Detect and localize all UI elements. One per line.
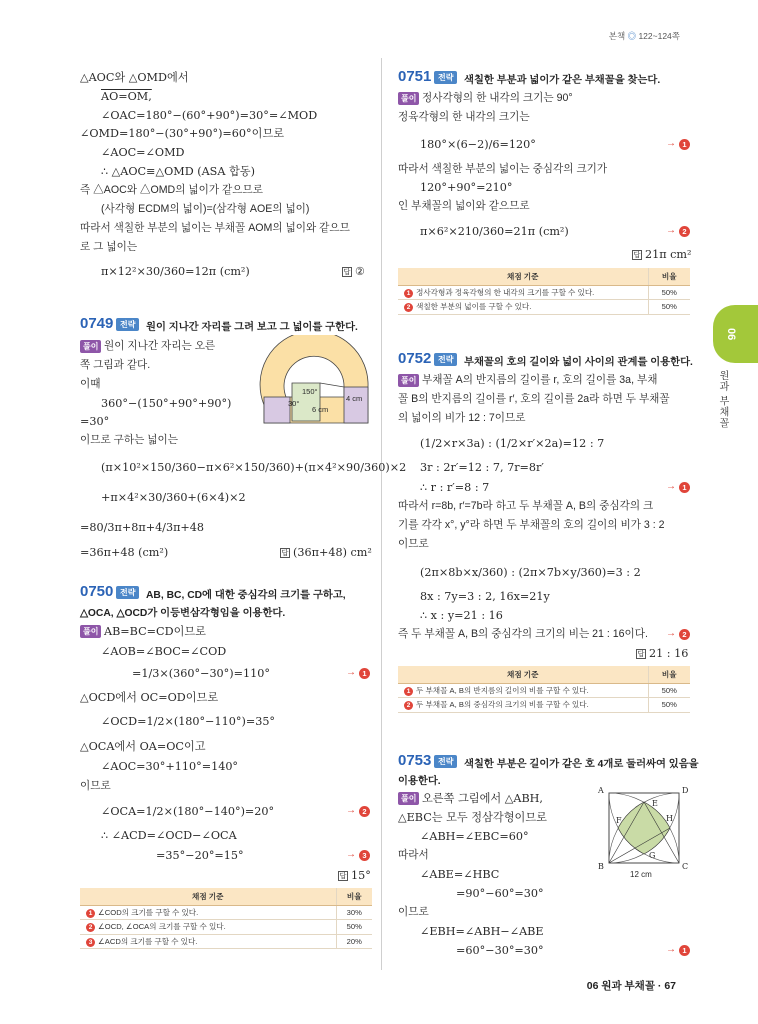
- strategy-tag: 전략: [116, 318, 139, 331]
- problem-number-0751: 0751: [398, 68, 432, 85]
- p750-line: ∠AOC=30°+110°=140°: [101, 760, 239, 773]
- fig-label-g: G: [649, 851, 656, 860]
- p748-line: 로 그 넓이는: [80, 241, 138, 253]
- row-mark: 3: [86, 938, 95, 947]
- p751-line: 120°+90°=210°: [420, 181, 513, 194]
- row-text: 색칠한 부분의 넓이를 구할 수 있다.: [416, 302, 532, 312]
- arrow-icon: →: [666, 944, 676, 955]
- strategy-text: 색칠한 부분과 넓이가 같은 부채꼴을 찾는다.: [464, 75, 661, 86]
- footer-chapter: 06 원과 부채꼴: [586, 980, 655, 992]
- book-icon: ◎: [627, 31, 637, 41]
- table-row: [398, 683, 690, 698]
- p753-line: 이므로: [398, 906, 429, 918]
- p750-line: ∠AOB=∠BOC=∠COD: [101, 645, 227, 658]
- arrow-icon: →: [346, 667, 356, 678]
- table-header: 비율: [648, 268, 690, 285]
- strategy-text: AB, BC, CD에 대한 중심각의 크기를 구하고,: [146, 590, 346, 601]
- fig-label-length: 12 cm: [630, 870, 652, 879]
- p753-line: =90°−60°=30°: [456, 887, 544, 900]
- p751-line: 정육각형의 한 내각의 크기는: [398, 111, 530, 123]
- strategy-text: 색칠한 부분은 길이가 같은 호 4개로 둘러싸여 있음을: [464, 759, 699, 770]
- mark-2: 2: [359, 806, 370, 817]
- fig-label-b: B: [598, 862, 604, 871]
- table-row: [398, 300, 690, 315]
- p748-line: ∠OMD=180°−(30°+90°)=60°이므로: [80, 127, 285, 140]
- table-header: 비율: [336, 888, 372, 905]
- p748-answer: [342, 265, 365, 278]
- p748-answer-value: ②: [355, 265, 366, 278]
- answer-box-icon: 답: [343, 269, 351, 276]
- solution-tag: 풀이: [398, 92, 419, 105]
- p749-line: =80/3π+8π+4/3π+48: [80, 521, 205, 534]
- chapter-tab-number: 06: [725, 327, 737, 341]
- p751-line: 정사각형의 한 내각의 크기는 90°: [422, 92, 573, 104]
- p753-figure: [604, 788, 684, 868]
- arrow-icon: →: [666, 628, 676, 639]
- table-header: 채점 기준: [398, 666, 648, 683]
- p751-line: 따라서 색칠한 부분의 넓이는 중심각의 크기가: [398, 163, 608, 175]
- row-text: ∠COD의 크기를 구할 수 있다.: [98, 907, 199, 917]
- row-mark: 1: [404, 289, 413, 298]
- arrow-icon: →: [346, 849, 356, 860]
- p751-line: 180°×(6−2)/6=120°: [420, 138, 536, 151]
- p752-answer-value: 21 : 16: [649, 647, 689, 660]
- p752-line: 즉 두 부채꼴 A, B의 중심각의 크기의 비는 21 : 16이다.: [398, 628, 648, 640]
- p751-answer-value: 21π cm²: [645, 248, 692, 261]
- ref-label: 본책: [608, 31, 626, 41]
- p750-line: AB=BC=CD이므로: [104, 625, 206, 638]
- p752-line: 기를 각각 x°, y°라 하면 두 부채꼴의 호의 길이의 비가 3 : 2: [398, 519, 665, 531]
- p751-grading-table: [398, 268, 690, 315]
- table-header: 비율: [648, 666, 690, 683]
- answer-box-icon: 답: [633, 252, 641, 259]
- p750-line: =1/3×(360°−30°)=110°: [132, 667, 270, 680]
- row-ratio: 50%: [648, 698, 690, 713]
- problem-number-0749: 0749: [80, 315, 114, 332]
- p749-fig-4cm: 4 cm: [346, 394, 363, 403]
- p749-line: 360°−(150°+90°+90°): [101, 397, 232, 410]
- p751-line: π×6²×210/360=21π (cm²): [420, 225, 569, 238]
- p748-line: 즉 △AOC와 △OMD의 넓이가 같으므로: [80, 184, 263, 196]
- fig-label-c: C: [682, 862, 689, 871]
- p753-line: ∠ABH=∠EBC=60°: [420, 830, 529, 843]
- strategy-tag: 전략: [116, 586, 139, 599]
- p751-line: 인 부채꼴의 넓이와 같으므로: [398, 200, 530, 212]
- solution-tag: 풀이: [398, 374, 419, 387]
- p752-line: 이므로: [398, 538, 429, 550]
- row-ratio: 50%: [648, 300, 690, 315]
- p750-line: △OCD에서 OC=OD이므로: [80, 691, 219, 704]
- p752-line: (1/2×r×3a) : (1/2×r′×2a)=12 : 7: [420, 437, 605, 450]
- p749-line: 이므로 구하는 넓이는: [80, 434, 178, 446]
- page-number: 67: [664, 980, 676, 992]
- row-text: 정사각형과 정육각형의 한 내각의 크기를 구할 수 있다.: [416, 287, 595, 297]
- solution-tag: 풀이: [398, 792, 419, 805]
- p749-answer-value: (36π+48) cm²: [293, 546, 372, 559]
- p750-line: △OCA에서 OA=OC이고: [80, 740, 206, 753]
- table-header: 채점 기준: [398, 268, 648, 285]
- row-ratio: 20%: [336, 934, 372, 949]
- p752-line: 부채꼴 A의 반지름의 길이를 r, 호의 길이를 3a, 부채: [422, 374, 658, 386]
- p752-line: 3r : 2r′=12 : 7, 7r=8r′: [420, 461, 544, 474]
- p748-line: ∠OAC=180°−(60°+90°)=30°=∠MOD: [101, 109, 318, 122]
- p752-line: 따라서 r=8b, r′=7b라 하고 두 부채꼴 A, B의 중심각의 크: [398, 500, 654, 512]
- p752-line: 의 넓이의 비가 12 : 7이므로: [398, 412, 526, 424]
- answer-box-icon: 답: [637, 651, 645, 658]
- strategy-text: 부채꼴의 호의 길이와 넓이 사이의 관계를 이용한다.: [464, 357, 693, 368]
- p750-line: 이므로: [80, 780, 111, 792]
- row-ratio: 50%: [336, 920, 372, 935]
- row-text: 두 부채꼴 A, B의 중심각의 크기의 비를 구할 수 있다.: [416, 700, 589, 710]
- strategy-tag: 전략: [434, 755, 457, 768]
- solution-tag: 풀이: [80, 340, 101, 353]
- p752-line: 꼴 B의 반지름의 길이를 r′, 호의 길이를 2a라 하면 두 부채꼴: [398, 393, 670, 405]
- page-footer: 06 원과 부채꼴 · 67: [586, 980, 676, 992]
- mark-1: 1: [679, 482, 690, 493]
- p750-answer: [338, 869, 371, 882]
- fig-label-f: F: [616, 816, 622, 825]
- p749-line: =36π+48 (cm²): [80, 546, 169, 559]
- mark-2: 2: [679, 629, 690, 640]
- fig-label-a: A: [598, 786, 604, 795]
- p750-grading-table: [80, 888, 372, 949]
- row-mark: 2: [86, 923, 95, 932]
- answer-box-icon: 답: [339, 873, 347, 880]
- p748-line: (사각형 ECDM의 넓이)=(삼각형 AOE의 넓이): [101, 203, 310, 215]
- table-header: 채점 기준: [80, 888, 336, 905]
- fig-label-d: D: [682, 786, 689, 795]
- p752-line: ∴ r : r′=8 : 7: [420, 481, 490, 494]
- p748-line: ∠AOC=∠OMD: [101, 146, 185, 159]
- strategy-text: 원이 지나간 자리를 그려 보고 그 넓이를 구한다.: [146, 322, 358, 333]
- arrow-icon: →: [666, 225, 676, 236]
- row-mark: 1: [404, 687, 413, 696]
- p753-line: △EBC는 모두 정삼각형이므로: [398, 811, 547, 824]
- problem-number-0750: 0750: [80, 583, 114, 600]
- p750-line: =35°−20°=15°: [156, 849, 244, 862]
- row-mark: 2: [404, 303, 413, 312]
- p749-line: 이때: [80, 378, 101, 390]
- p750-line: ∠OCA=1/2×(180°−140°)=20°: [101, 805, 275, 818]
- p752-line: ∴ x : y=21 : 16: [420, 609, 503, 622]
- p749-fig-6cm: 6 cm: [312, 405, 329, 414]
- p753-line: 오른쪽 그림에서 △ABH,: [422, 792, 543, 805]
- p748-line: △AOC와 △OMD에서: [80, 71, 189, 84]
- row-mark: 2: [404, 701, 413, 710]
- p753-line: 따라서: [398, 849, 429, 861]
- mark-2: 2: [679, 226, 690, 237]
- p749-fig-150: 150°: [302, 387, 318, 396]
- problem-number-0752: 0752: [398, 350, 432, 367]
- arrow-icon: →: [666, 481, 676, 492]
- table-row: [398, 698, 690, 713]
- strategy-text-2: 이용한다.: [398, 776, 441, 787]
- p753-line: ∠EBH=∠ABH−∠ABE: [420, 925, 544, 938]
- table-row: [80, 920, 372, 935]
- p749-fig-30: 30°: [288, 399, 300, 408]
- p748-line: AO=OM,: [101, 90, 152, 103]
- row-ratio: 30%: [336, 905, 372, 920]
- p750-answer-value: 15°: [351, 869, 371, 882]
- strategy-text-2: △OCA, △OCD가 이등변삼각형임을 이용한다.: [80, 608, 286, 619]
- row-ratio: 50%: [648, 285, 690, 300]
- fig-label-h: H: [666, 814, 673, 823]
- mark-1: 1: [679, 139, 690, 150]
- ref-pages: 122~124쪽: [638, 31, 680, 41]
- p748-line: ∴ △AOC≡△OMD (ASA 합동): [101, 165, 255, 178]
- row-ratio: 50%: [648, 683, 690, 698]
- row-text: ∠ACD의 크기를 구할 수 있다.: [98, 936, 198, 946]
- table-row: [80, 934, 372, 949]
- p749-line: (π×10²×150/360−π×6²×150/360)+(π×4²×90/360)×2: [101, 461, 407, 474]
- p753-line: ∠ABE=∠HBC: [420, 868, 500, 881]
- table-row: [80, 905, 372, 920]
- p752-answer: [636, 647, 688, 660]
- p752-line: (2π×8b×x/360) : (2π×7b×y/360)=3 : 2: [420, 566, 641, 579]
- strategy-tag: 전략: [434, 353, 457, 366]
- fig-label-e: E: [652, 799, 658, 808]
- table-row: [398, 285, 690, 300]
- p750-line: ∠OCD=1/2×(180°−110°)=35°: [101, 715, 276, 728]
- answer-box-icon: 답: [281, 550, 289, 557]
- mark-3: 3: [359, 850, 370, 861]
- p749-line: +π×4²×30/360+(6×4)×2: [101, 491, 246, 504]
- p749-line: 쪽 그림과 같다.: [80, 359, 151, 371]
- p748-formula: π×12²×30/360=12π (cm²): [101, 265, 250, 278]
- p749-answer: [280, 546, 372, 559]
- column-divider: [381, 58, 382, 970]
- arrow-icon: →: [666, 138, 676, 149]
- page-header: [609, 30, 680, 42]
- strategy-tag: 전략: [434, 71, 457, 84]
- p751-answer: [632, 248, 692, 261]
- mark-1: 1: [359, 668, 370, 679]
- row-text: 두 부채꼴 A, B의 반지름의 길이의 비를 구할 수 있다.: [416, 685, 589, 695]
- p750-line: ∴ ∠ACD=∠OCD−∠OCA: [101, 829, 237, 842]
- problem-number-0753: 0753: [398, 752, 432, 769]
- p752-line: 8x : 7y=3 : 2, 16x=21y: [420, 590, 550, 603]
- row-text: ∠OCD, ∠OCA의 크기를 구할 수 있다.: [98, 922, 226, 932]
- p752-grading-table: [398, 666, 690, 713]
- p753-line: =60°−30°=30°: [456, 944, 544, 957]
- row-mark: 1: [86, 909, 95, 918]
- solution-tag: 풀이: [80, 625, 101, 638]
- p748-line: 따라서 색칠한 부분의 넓이는 부채꼴 AOM의 넓이와 같으므: [80, 222, 350, 234]
- arrow-icon: →: [346, 805, 356, 816]
- p749-line: 원이 지나간 자리는 오른: [104, 340, 216, 352]
- chapter-tab-label: 원과 부채꼴: [717, 370, 728, 429]
- p749-line: =30°: [80, 415, 110, 428]
- mark-1: 1: [679, 945, 690, 956]
